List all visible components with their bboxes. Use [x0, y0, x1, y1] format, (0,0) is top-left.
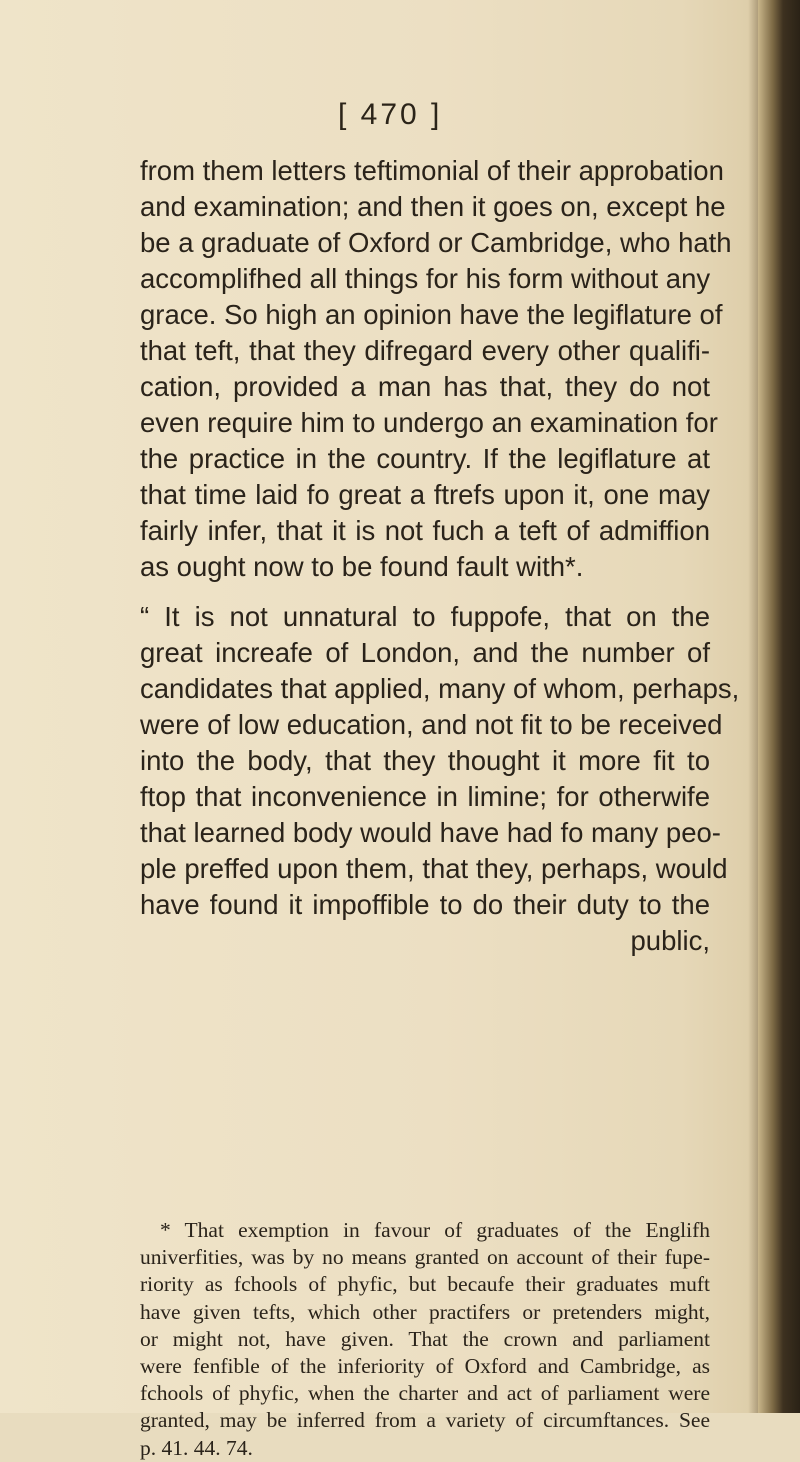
footnote-line: p. 41. 44. 74.	[140, 1435, 253, 1460]
text-line: from them letters teftimonial of their approbation	[140, 155, 724, 186]
footnote-line: fchools of phyfic, when the charter and act of parliament were	[140, 1381, 710, 1406]
text-line: into the body, that they thought it more fit to	[140, 745, 710, 776]
text-line: “ It is not unnatural to fuppofe, that on the	[140, 601, 710, 632]
text-line: ftop that inconvenience in limine; for otherwife	[140, 781, 710, 812]
catchword: public,	[630, 925, 710, 956]
text-line: be a graduate of Oxford or Cambridge, who hath	[140, 227, 732, 258]
footnote-line: * That exemption in favour of graduates of the Englifh	[160, 1218, 710, 1242]
text-line: candidates that applied, many of whom, perhaps,	[140, 673, 740, 704]
footnote-line: granted, may be inferred from a variety of circumftances. See	[140, 1408, 710, 1433]
text-line: grace. So high an opinion have the legiflature of	[140, 299, 723, 330]
book-spine	[758, 0, 800, 1413]
text-line: great increafe of London, and the number of	[140, 637, 710, 668]
text-line: cation, provided a man has that, they do not	[140, 371, 710, 402]
footnote-line: riority as fchools of phyfic, but becaufe their graduates muft	[140, 1272, 710, 1297]
text-line: were of low education, and not fit to be received	[140, 709, 723, 740]
footnote-line: or might not, have given. That the crown and parliament	[140, 1326, 710, 1351]
page-gutter-shadow	[748, 0, 758, 1413]
text-line: ple preffed upon them, that they, perhaps, would	[140, 853, 728, 884]
footnote-line: were fenfible of the inferiority of Oxford and Cambridge, as	[140, 1354, 710, 1379]
text-line: accomplifhed all things for his form without any	[140, 263, 711, 294]
main-text	[140, 153, 740, 959]
text-line: that learned body would have had fo many peo-	[140, 817, 721, 848]
footnote	[140, 1217, 710, 1462]
text-line: the practice in the country. If the legiflature at	[140, 443, 710, 474]
text-line: even require him to undergo an examination for	[140, 407, 718, 438]
footnote-line: have given tefts, which other practifers or pretenders might,	[140, 1299, 710, 1324]
text-line: that teft, that they difregard every other qualifi-	[140, 335, 710, 366]
text-line: that time laid fo great a ftrefs upon it, one may	[140, 479, 710, 510]
text-line: as ought now to be found fault with*.	[140, 551, 584, 582]
page-number-header: [ 470 ]	[338, 98, 443, 131]
paragraph-break	[140, 585, 710, 599]
text-line: and examination; and then it goes on, except he	[140, 191, 726, 222]
text-line: fairly infer, that it is not fuch a teft of admiffion	[140, 515, 710, 546]
footnote-line: univerfities, was by no means granted on account of their fupe-	[140, 1245, 710, 1270]
text-line: have found it impoffible to do their duty to the	[140, 889, 710, 920]
